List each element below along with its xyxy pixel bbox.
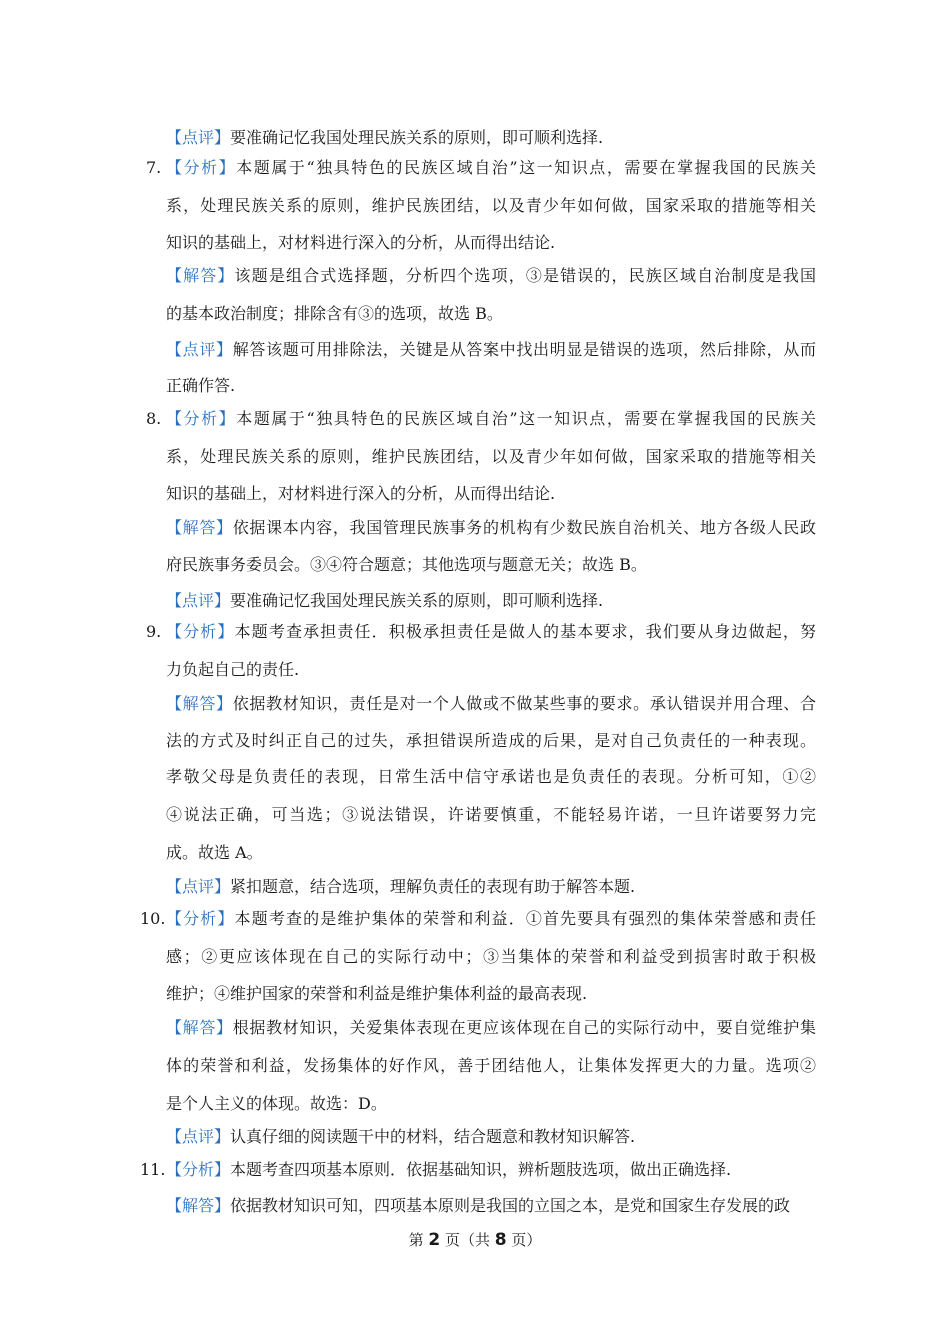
line-text: 根据教材知识，关爱集体表现在更应该体现在自己的实际行动中，要自觉维护集	[232, 1018, 816, 1037]
line-text: 知识的基础上，对材料进行深入的分析，从而得出结论.	[166, 484, 556, 503]
section-tag: 【分析】	[166, 909, 235, 928]
page-footer	[0, 1230, 950, 1250]
text-line	[166, 731, 816, 751]
line-text: 本题考查四项基本原则．依据基础知识，辨析题肢选项，做出正确选择.	[230, 1160, 732, 1179]
text-line	[166, 622, 816, 642]
section-tag: 【点评】	[166, 128, 231, 147]
line-text: 正确作答.	[166, 376, 236, 395]
line-text: 体的荣誉和利益，发扬集体的好作风，善于团结他人，让集体发挥更大的力量。选项②	[166, 1056, 816, 1075]
footer-total-pages: 8	[494, 1230, 507, 1250]
line-text: 本题属于“独具特色的民族区域自治”这一知识点，需要在掌握我国的民族关	[236, 158, 816, 177]
line-text: 本题属于“独具特色的民族区域自治”这一知识点，需要在掌握我国的民族关	[236, 409, 816, 428]
footer-suffix: 页）	[511, 1231, 542, 1249]
question-number: 11.	[140, 1160, 166, 1179]
line-text: 依据教材知识可知，四项基本原则是我国的立国之本，是党和国家生存发展的政	[230, 1196, 791, 1215]
section-tag: 【分析】	[166, 409, 237, 428]
text-line	[166, 340, 816, 360]
line-text: 要准确记忆我国处理民族关系的原则，即可顺利选择.	[230, 591, 604, 610]
text-line	[166, 409, 816, 429]
line-text: 成。故选 A。	[166, 843, 263, 862]
text-line	[166, 233, 816, 253]
text-line	[166, 660, 816, 680]
text-line	[166, 694, 816, 714]
text-line	[166, 158, 816, 178]
question-number: 8.	[146, 409, 162, 428]
question-number: 7.	[146, 158, 162, 177]
text-line	[166, 1094, 816, 1114]
text-line	[166, 555, 816, 575]
line-text: 维护；④维护国家的荣誉和利益是维护集体利益的最高表现.	[166, 984, 588, 1003]
section-tag: 【解答】	[166, 1196, 231, 1215]
text-line	[166, 1018, 816, 1038]
line-text: 依据课本内容，我国管理民族事务的机构有少数民族自治机关、地方各级人民政	[232, 518, 816, 537]
line-text: 力负起自己的责任.	[166, 660, 300, 679]
text-line	[166, 909, 816, 929]
text-line	[166, 984, 816, 1004]
text-line	[166, 376, 816, 396]
text-line	[166, 843, 816, 863]
section-tag: 【点评】	[166, 1127, 231, 1146]
section-tag: 【分析】	[166, 1160, 231, 1179]
line-text: 依据教材知识，责任是对一个人做或不做某些事的要求。承认错误并用合理、合	[232, 694, 816, 713]
line-text: 知识的基础上，对材料进行深入的分析，从而得出结论.	[166, 233, 556, 252]
section-tag: 【点评】	[166, 591, 231, 610]
line-text: 解答该题可用排除法，关键是从答案中找出明显是错误的选项，然后排除，从而	[232, 340, 816, 359]
text-line	[166, 518, 816, 538]
text-line	[166, 196, 816, 216]
text-line	[166, 947, 816, 967]
section-tag: 【点评】	[166, 877, 231, 896]
text-line	[166, 484, 816, 504]
footer-page-number: 2	[428, 1230, 441, 1250]
line-text: 本题考查承担责任．积极承担责任是做人的基本要求，我们要从身边做起，努	[234, 622, 816, 641]
text-line	[166, 1160, 816, 1180]
line-text: 府民族事务委员会。③④符合题意；其他选项与题意无关；故选 B。	[166, 555, 647, 574]
section-tag: 【解答】	[166, 266, 235, 285]
text-line	[166, 447, 816, 467]
text-line	[166, 877, 816, 897]
question-number: 10.	[140, 909, 166, 928]
text-line	[166, 805, 816, 825]
line-text: 认真仔细的阅读题干中的材料，结合题意和教材知识解答.	[230, 1127, 636, 1146]
section-tag: 【分析】	[166, 158, 237, 177]
text-line	[166, 1196, 816, 1216]
line-text: ④说法正确，可当选；③说法错误，许诺要慎重，不能轻易许诺，一旦许诺要努力完	[166, 805, 816, 824]
line-text: 系，处理民族关系的原则，维护民族团结，以及青少年如何做，国家采取的措施等相关	[166, 447, 816, 466]
line-text: 法的方式及时纠正自己的过失，承担错误所造成的后果，是对自己负责任的一种表现。	[166, 731, 816, 750]
question-number: 9.	[146, 622, 162, 641]
line-text: 系，处理民族关系的原则，维护民族团结，以及青少年如何做，国家采取的措施等相关	[166, 196, 816, 215]
text-line	[166, 128, 816, 148]
line-text: 要准确记忆我国处理民族关系的原则，即可顺利选择.	[230, 128, 604, 147]
line-text: 是个人主义的体现。故选：D。	[166, 1094, 387, 1113]
text-line	[166, 767, 816, 787]
line-text: 本题考查的是维护集体的荣誉和利益．①首先要具有强烈的集体荣誉感和责任	[234, 909, 816, 928]
line-text: 孝敬父母是负责任的表现，日常生活中信守承诺也是负责任的表现。分析可知，①②	[166, 767, 816, 786]
text-line	[166, 591, 816, 611]
section-tag: 【分析】	[166, 622, 235, 641]
line-text: 的基本政治制度；排除含有③的选项，故选 B。	[166, 304, 503, 323]
section-tag: 【解答】	[166, 694, 233, 713]
text-line	[166, 1127, 816, 1147]
line-text: 感；②更应该体现在自己的实际行动中；③当集体的荣誉和利益受到损害时敢于积极	[166, 947, 816, 966]
footer-middle: 页（共	[444, 1231, 490, 1249]
text-line	[166, 266, 816, 286]
text-line	[166, 1056, 816, 1076]
line-text: 该题是组合式选择题，分析四个选项，③是错误的，民族区域自治制度是我国	[234, 266, 816, 285]
line-text: 紧扣题意，结合选项，理解负责任的表现有助于解答本题.	[230, 877, 636, 896]
text-line	[166, 304, 816, 324]
section-tag: 【点评】	[166, 340, 233, 359]
section-tag: 【解答】	[166, 1018, 233, 1037]
footer-prefix: 第	[408, 1231, 424, 1249]
section-tag: 【解答】	[166, 518, 233, 537]
